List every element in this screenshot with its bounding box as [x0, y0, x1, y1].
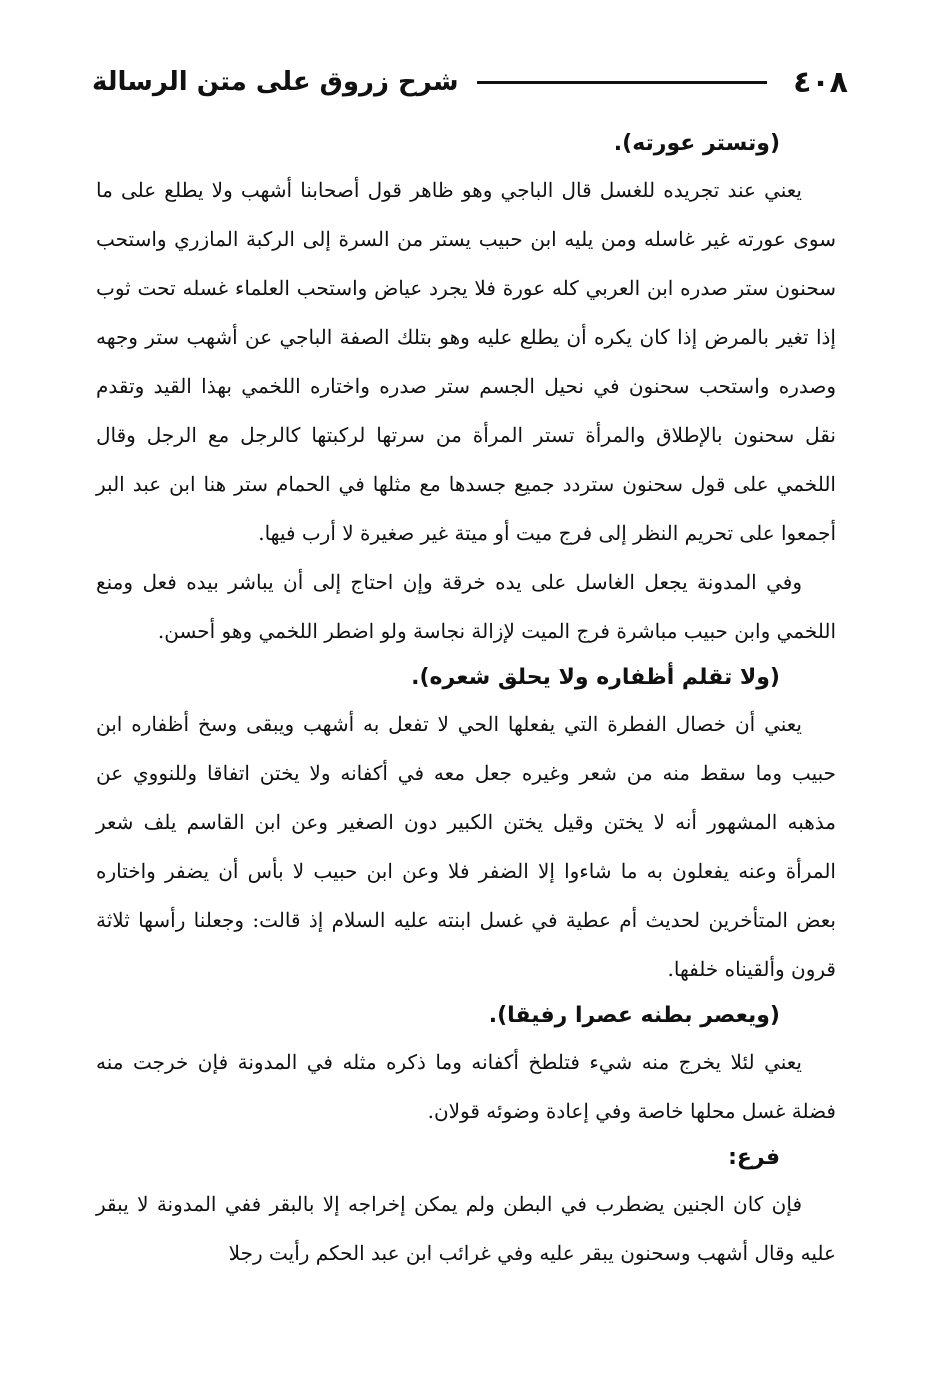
page-body — [96, 122, 836, 1278]
paragraph: فإن كان الجنين يضطرب في البطن ولم يمكن إخراجه إلا بالبقر ففي المدونة لا يبقر عليه وقال أشهب وسحنون يبقر عليه وفي غرائب ابن عبد الحكم رأيت رجلا — [96, 1192, 836, 1265]
book-title: شرح زروق على متن الرسالة — [92, 67, 459, 97]
running-header — [92, 60, 848, 104]
section-heading: (وتستر عورته). — [613, 131, 780, 156]
section-heading: (ولا تقلم أظفاره ولا يحلق شعره). — [411, 665, 780, 690]
paragraph: يعني لئلا يخرج منه شيء فتلطخ أكفانه وما ذكره مثله في المدونة فإن خرجت منه فضلة غسل محلها خاصة وفي إعادة وضوئه قولان. — [96, 1050, 836, 1123]
paragraph: وفي المدونة يجعل الغاسل على يده خرقة وإن احتاج إلى أن يباشر بيده فعل ومنع اللخمي وابن حبيب مباشرة فرج الميت لإزالة نجاسة ولو اضطر اللخمي وهو أحسن. — [96, 570, 836, 643]
header-rule — [477, 81, 768, 84]
page-number: ٤٠٨ — [793, 64, 848, 100]
section-heading: (ويعصر بطنه عصرا رفيقا). — [488, 1003, 780, 1028]
paragraph: يعني أن خصال الفطرة التي يفعلها الحي لا تفعل به أشهب ويبقى وسخ أظفاره ابن حبيب وما سقط منه من شعر وغيره جعل معه في أكفانه ولا يختن اتفاقا وللنووي عن مذهبه المشهور أنه لا يختن وقيل يختن الكبير دون الصغير وعن ابن القاسم يلف شعر المرأة وعنه يفعلون به ما شاءوا إلا الضفر فلا وعن ابن حبيب لا بأس أن يضفر واختاره بعض المتأخرين لحديث أم عطية في غسل ابنته عليه السلام إذ قالت: وجعلنا رأسها ثلاثة قرون وألقيناه خلفها. — [96, 712, 836, 981]
paragraph: يعني عند تجريده للغسل قال الباجي وهو ظاهر قول أصحابنا أشهب ولا يطلع على ما سوى عورته غير غاسله ومن يليه ابن حبيب يستر من السرة إلى الركبة المازري واستحب سحنون ستر صدره ابن العربي كله عورة فلا يجرد عياض واستحب العلماء غسله تحت ثوب إذا تغير بالمرض إذا كان يكره أن يطلع عليه وهو بتلك الصفة الباجي عن أشهب ستر وجهه وصدره واستحب سحنون في نحيل الجسم ستر صدره واختاره اللخمي بهذا القيد وتقدم نقل سحنون بالإطلاق والمرأة تستر المرأة من سرتها لركبتها كالرجل مع الرجل وقال اللخمي على قول سحنون ستردد جميع جسدها مع مثلها في الحمام ستر هنا ابن عبد البر أجمعوا على تحريم النظر إلى فرج ميت أو ميتة غير صغيرة لا أرب فيها. — [96, 178, 836, 545]
section-heading: فرع: — [728, 1145, 780, 1170]
